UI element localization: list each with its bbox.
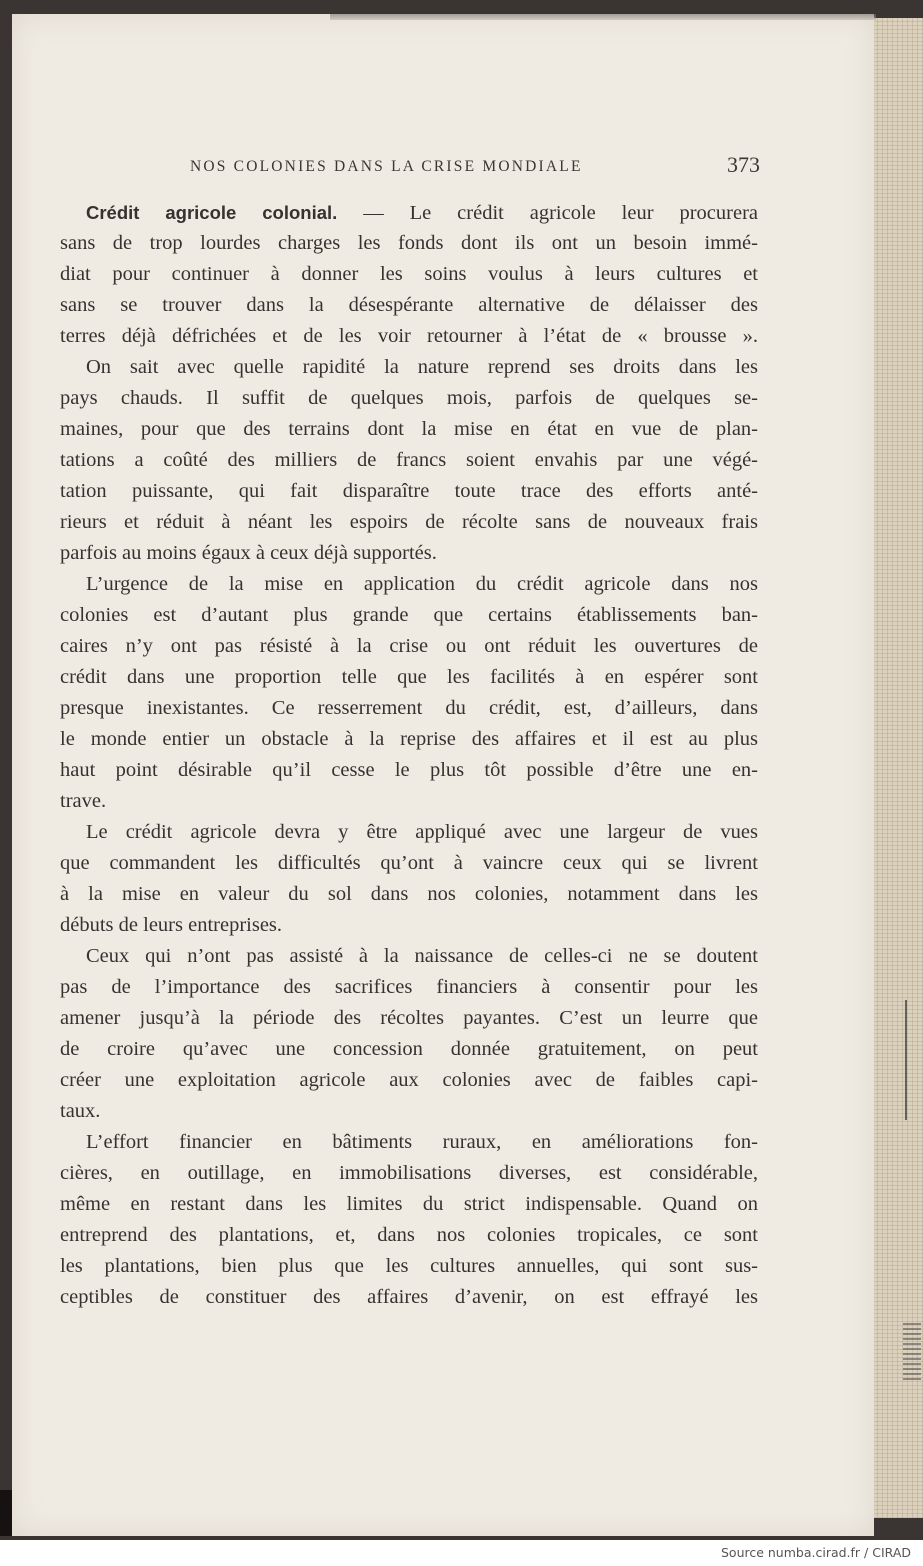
text-line: presque inexistantes. Ce resserrement du crédit, est, d’ailleurs, dans — [60, 697, 758, 719]
text-line: ceptibles de constituer des affaires d’avenir, on est effrayé les — [60, 1286, 758, 1308]
text-line: L’effort financier en bâtiments ruraux, en améliorations fon- — [86, 1131, 758, 1153]
text-line: haut point désirable qu’il cesse le plus tôt possible d’être une en- — [60, 759, 758, 781]
text-line: pays chauds. Il suffit de quelques mois, parfois de quelques se- — [60, 387, 758, 409]
section-heading: Crédit agricole colonial. — [86, 202, 338, 223]
text-line: L’urgence de la mise en application du crédit agricole dans nos — [86, 573, 758, 595]
page-edge-marks — [903, 1320, 921, 1380]
text-line: Le crédit agricole devra y être appliqué avec une largeur de vues — [86, 821, 758, 843]
text-line-fragment: — Le crédit agricole leur procurera — [337, 202, 758, 224]
text-line: diat pour continuer à donner les soins voulus à leurs cultures et — [60, 263, 758, 285]
text-line: à la mise en valeur du sol dans nos colonies, notamment dans les — [60, 883, 758, 905]
text-line: tation puissante, qui fait disparaître toute trace des efforts anté- — [60, 480, 758, 502]
text-line: tations a coûté des milliers de francs soient envahis par une végé- — [60, 449, 758, 471]
text-line: que commandent les difficultés qu’ont à vaincre ceux qui se livrent — [60, 852, 758, 874]
text-line: On sait avec quelle rapidité la nature reprend ses droits dans les — [86, 356, 758, 378]
text-line: pas de l’importance des sacrifices financiers à consentir pour les — [60, 976, 758, 998]
text-line: parfois au moins égaux à ceux déjà supportés. — [60, 542, 437, 564]
text-line: cières, en outillage, en immobilisations diverses, est considérable, — [60, 1162, 758, 1184]
text-line: même en restant dans les limites du strict indispensable. Quand on — [60, 1193, 758, 1215]
text-line: caires n’y ont pas résisté à la crise ou ont réduit les ouvertures de — [60, 635, 758, 657]
page-header — [60, 150, 760, 186]
text-line: maines, pour que des terrains dont la mise en état en vue de plan- — [60, 418, 758, 440]
text-line: sans de trop lourdes charges les fonds dont ils ont un besoin immé- — [60, 232, 758, 254]
text-line: terres déjà défrichées et de les voir retourner à l’état de « brousse ». — [60, 325, 758, 347]
text-line: entreprend des plantations, et, dans nos colonies tropicales, ce sont — [60, 1224, 758, 1246]
body-text — [60, 197, 758, 1313]
text-line: Ceux qui n’ont pas assisté à la naissance de celles-ci ne se doutent — [86, 945, 758, 967]
text-line: de croire qu’avec une concession donnée gratuitement, on peut — [60, 1038, 758, 1060]
text-line: les plantations, bien plus que les cultures annuelles, qui sont sus- — [60, 1255, 758, 1277]
text-line: rieurs et réduit à néant les espoirs de récolte sans de nouveaux frais — [60, 511, 758, 533]
text-line: colonies est d’autant plus grande que certains établissements ban- — [60, 604, 758, 626]
right-margin-line — [905, 1000, 907, 1120]
text-line: créer une exploitation agricole aux colonies avec de faibles capi- — [60, 1069, 758, 1091]
text-line — [60, 197, 758, 228]
page-number: 373 — [727, 152, 760, 177]
text-line: débuts de leurs entreprises. — [60, 914, 283, 936]
text-line: le monde entier un obstacle à la reprise des affaires et il est au plus — [60, 728, 758, 750]
page-top-shadow — [330, 14, 876, 20]
scan-left-edge-mark — [0, 1490, 12, 1536]
source-credit: Source numba.cirad.fr / CIRAD — [720, 1545, 911, 1560]
text-line: crédit dans une proportion telle que les facilités à en espérer sont — [60, 666, 758, 688]
running-title: NOS COLONIES DANS LA CRISE MONDIALE — [190, 158, 583, 175]
text-line: taux. — [60, 1100, 101, 1122]
text-line: amener jusqu’à la période des récoltes payantes. C’est un leurre que — [60, 1007, 758, 1029]
text-line: trave. — [60, 790, 107, 812]
text-line: sans se trouver dans la désespérante alternative de délaisser des — [60, 294, 758, 316]
